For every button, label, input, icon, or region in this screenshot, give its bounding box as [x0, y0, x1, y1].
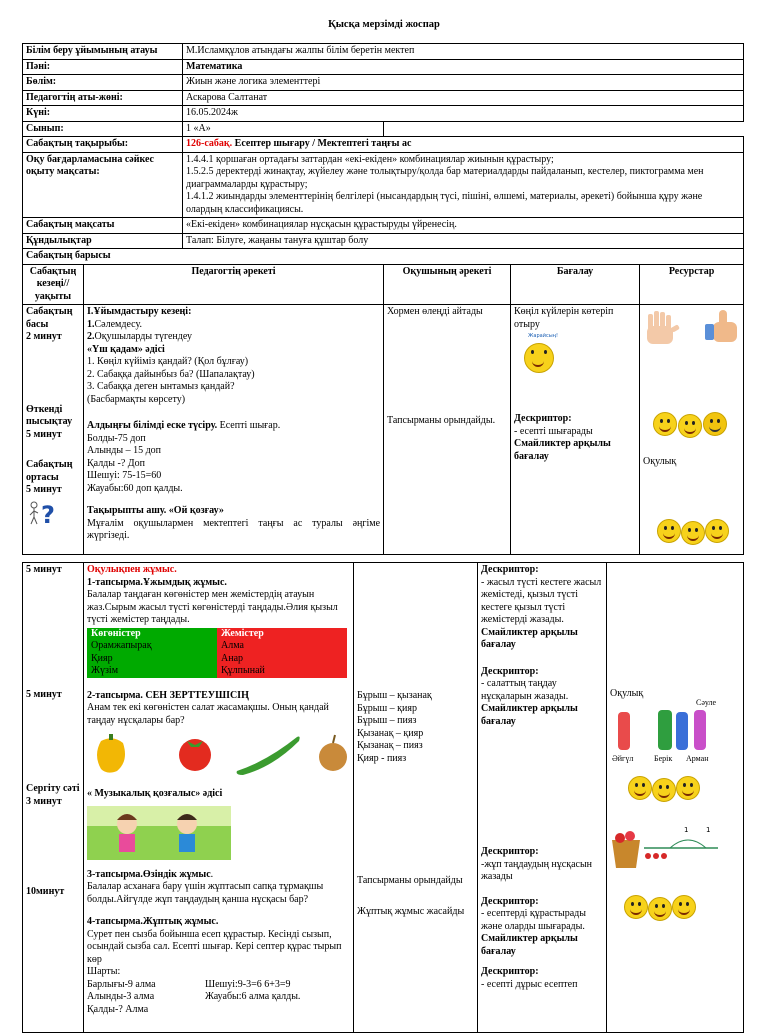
stage-label: Сабақтың ортасы [26, 459, 73, 483]
stage-row [23, 563, 744, 1033]
smiley-icon [648, 897, 672, 921]
info-label: Пәні: [23, 59, 183, 75]
combo-line: Қызанақ – пияз [357, 740, 423, 751]
task-title-dot: . [210, 868, 214, 880]
smiley-assessment: Смайликтер арқылы бағалау [481, 703, 578, 727]
thumbs-up-icon [703, 308, 744, 348]
stage-time: 5 минут [26, 688, 62, 700]
kid-name: Арман [686, 754, 709, 763]
descriptor-title: Дескриптор: [481, 564, 539, 575]
combo-line: Қияр - пияз [357, 752, 407, 764]
review-line: Болды-75 доп [87, 432, 146, 444]
info-label: Күні: [23, 106, 183, 122]
review-line: Жауабы:60 доп қалды. [87, 482, 183, 494]
info-value: 16.05.2024ж [183, 106, 744, 122]
table-header-fruits: Жемістер [217, 628, 347, 641]
aim-row [23, 218, 744, 234]
smiley-assessment: Смайликтер арқылы бағалау [481, 626, 578, 650]
info-row [23, 106, 744, 122]
table-row [87, 653, 347, 666]
combo-line: Қызанақ – қияр [357, 727, 424, 739]
descriptor-text: -жұп таңдаудың нұсқасын жазады [481, 858, 593, 882]
smiley-icon [672, 895, 696, 919]
topic-text: Есептер шығару / Мектептегі таңғы ас [232, 138, 412, 149]
info-value: 1 «А» [183, 121, 384, 137]
info-value: Математика [183, 59, 744, 75]
stage-time: 5 минут [26, 428, 62, 440]
table-row [87, 628, 347, 641]
table-cell: Анар [217, 653, 347, 666]
smiley-icon [653, 412, 677, 436]
kid-name: Әйгүл [612, 754, 634, 763]
stage-label: Сергіту сәті [26, 783, 80, 794]
smiley-icon [676, 776, 700, 800]
org-step: Сәлемдесу. [94, 318, 142, 330]
col-header-teacher: Педагогтің әрекеті [84, 264, 384, 305]
stage-row [23, 305, 744, 555]
question: 2. Сабаққа дайынбыз ба? (Шапалақтау) [87, 368, 255, 380]
info-label: Білім беру ұйымының атауы [23, 44, 183, 60]
condition-label: Шарты: [87, 966, 121, 977]
info-row [23, 75, 744, 91]
smiley-icon [678, 414, 702, 438]
task-text: Сурет пен сызба бойынша есеп құрастыр. Кесінді сызып, осындай сызба сал. Есепті шығар. Кері септер құрас тырып көр [87, 928, 342, 965]
combo-line: Бұрыш – қызанақ [357, 690, 432, 701]
col-header-student: Оқушының әрекеті [384, 264, 511, 305]
stage-label: Өткенді пысықтау [26, 403, 73, 427]
student-activity: Тапсырманы орындайды [357, 875, 463, 886]
method-title: «Үш қадам» әдісі [87, 343, 165, 355]
assessment-text: Көңіл күйлерін көтеріп отыру [514, 306, 614, 330]
stage-label: Сабақтың басы [26, 306, 73, 330]
table-header-vegetables: Көгөністер [87, 628, 217, 641]
aim-label: Сабақтың мақсаты [23, 218, 183, 234]
header-row [23, 264, 744, 305]
kid-figure [676, 712, 688, 750]
emoji-row [643, 408, 740, 442]
descriptor-title: Дескриптор: [481, 846, 539, 857]
col-header-stage: Сабақтың кезеңі// уақыты [23, 264, 84, 305]
org-step-number: 2. [87, 331, 95, 342]
kid-figure [658, 710, 672, 750]
stage-time: 3 минут [26, 795, 62, 807]
number-line-label: 1 [706, 826, 711, 834]
brainstorm-method: «Ой қозғау» [168, 505, 224, 516]
lesson-plan-table [22, 43, 744, 555]
smiley-icon [703, 412, 727, 436]
thinking-person-icon [26, 499, 56, 525]
descriptor-text: - есепті шығарады [514, 425, 593, 437]
table-cell: Жүзім [87, 665, 217, 678]
task-text: Анам тек екі көгөністен салат жасамақшы. Оның қандай таңдау нұсқалары бар? [87, 702, 329, 726]
info-row [23, 44, 744, 60]
info-value: М.Исламқұлов атындағы жалпы білім беретін мектеп [183, 44, 744, 60]
method-title: « Музыкалық қозғалыс» әдісі [87, 787, 223, 799]
kid-figure [694, 710, 706, 750]
descriptor-text: - есептерді құрастырады және оларды шығарады. [481, 908, 586, 932]
answer-line: Жауабы:6 алма қалды. [205, 991, 301, 1002]
descriptor-text: - салаттың таңдау нұсқаларын жазады. [481, 678, 569, 702]
table-cell: Құлпынай [217, 665, 347, 678]
goal-line: 1.5.2.5 деректерді жинақтау, жүйелеу және толықтыру/қолда бар материалдарды пайдаланып, кестелер, пиктограмма мен диаграммаларды құрастыру; [186, 166, 704, 190]
task-text: Балалар таңдаған көгөністер мен жемістердің атауын жаз.Сырым жасыл түсті көгөністерді таңдады.Әлия қызыл түсті жемістер таңдады. [87, 589, 338, 625]
question: 3. Сабаққа деген ынтамыз қандай? [87, 381, 235, 392]
info-value: Аскарова Салтанат [183, 90, 744, 106]
smiley-icon [705, 519, 729, 543]
goals-row [23, 152, 744, 218]
goals-label: Оқу бағдарламасына сәйкес оқыту мақсаты: [23, 152, 183, 218]
aim-value: «Екі-екіден» комбинациялар нұсқасын құрастыруды үйренесің. [183, 218, 744, 234]
combo-line: Бұрыш – қияр [357, 702, 417, 714]
solution-line: Шешуі:9-3=6 6+3=9 [205, 978, 291, 990]
table-cell: Қияр [87, 653, 217, 666]
student-activity: Тапсырманы орындайды. [387, 414, 496, 426]
descriptor-title: Дескриптор: [481, 895, 539, 907]
empty-cell [384, 121, 744, 137]
textbook-work: Оқулықпен жұмыс. [87, 564, 177, 575]
task-text: Балалар асханаға бару үшін жұптасып сапқа тұрмақшы болды.Айгүлде жұп таңдаудың қанша нұсқасы бар? [87, 881, 324, 905]
info-label: Бөлім: [23, 75, 183, 91]
review-title: Алдыңғы білімді еске түсіру. [87, 420, 218, 431]
smiley-icon [657, 519, 681, 543]
smiley-icon [681, 521, 705, 545]
open-hand-icon [643, 310, 683, 346]
smiley-assessment: Смайликтер арқылы бағалау [514, 438, 611, 462]
org-stage-title: I.Ұйымдастыру кезеңі: [87, 306, 192, 317]
info-row [23, 90, 744, 106]
condition-line: Алынды-3 алма [87, 991, 155, 1002]
info-row [23, 121, 744, 137]
condition-line: Қалды-? Алма [87, 1003, 149, 1015]
question: 1. Көңіл күйіміз қандай? (Қол бұлғау) [87, 356, 249, 367]
stage-time: 5 минут [26, 484, 62, 495]
progress-label: Сабақтың барысы [23, 249, 744, 265]
task-title: 4-тапсырма.Жұптық жұмыс. [87, 916, 219, 927]
info-label: Педагогтің аты-жөні: [23, 90, 183, 106]
topic-row [23, 137, 744, 153]
descriptor-title: Дескриптор: [514, 413, 572, 424]
info-value: Жиын және логика элементтері [183, 75, 744, 91]
resource-text: Оқулық [643, 456, 677, 467]
emoji-row [643, 515, 740, 549]
col-header-assessment: Бағалау [511, 264, 640, 305]
values-label: Құндылықтар [23, 233, 183, 249]
smiley-icon [624, 895, 648, 919]
progress-row [23, 249, 744, 265]
review-text: Есепті шығар. [217, 420, 281, 431]
goal-line: 1.4.1.2 жиындарды элементтерінің белгілері (нысандардың түсі, пішіні, өлшемі, материалы, әрекеті) бойынша құру және олардың классификациясы. [186, 191, 703, 215]
student-activity: Хормен өлеңді айтады [387, 306, 483, 317]
org-step: Оқушыларды түгендеу [94, 331, 193, 342]
stage-time: 5 минут [26, 564, 62, 575]
sticker-text: Жарайсың! [528, 333, 558, 339]
task-title: 2-тапсырма. СЕН ЗЕРТТЕУШІСІҢ [87, 689, 249, 701]
table-row [87, 640, 347, 653]
topic-label: Сабақтың тақырыбы: [23, 137, 183, 153]
emoji-row [610, 893, 740, 923]
resource-text: Оқулық [610, 688, 644, 699]
emoji-row [610, 774, 740, 804]
praise-sticker [514, 331, 574, 379]
vegetables-image [87, 731, 349, 777]
stage-time: 2 минут [26, 331, 62, 342]
goal-line: 1.4.4.1 қоршаған ортадағы заттардан «екі-екіден» комбинациялар жиынын құрастыру; [186, 153, 554, 165]
fruit-veg-table [87, 628, 347, 678]
document-title: Қысқа мерзімді жоспар [328, 19, 440, 30]
descriptor-title: Дескриптор: [481, 966, 539, 977]
review-line: Қалды -? Доп [87, 457, 145, 469]
info-row [23, 59, 744, 75]
apple-basket-number-line-image [610, 818, 720, 874]
info-label: Сынып: [23, 121, 183, 137]
smiley-icon [652, 778, 676, 802]
student-activity: Жұптық жұмыс жасайды [357, 905, 465, 917]
col-header-resources: Ресурстар [640, 264, 744, 305]
values-value: Талап: Білуге, жаңаны тануға құштар болу [183, 233, 744, 249]
kid-name: Сәуле [696, 698, 717, 707]
table-cell: Алма [217, 640, 347, 653]
org-step-number: 1. [87, 318, 95, 330]
lesson-plan-table-continued [22, 562, 744, 1033]
teacher-talk: Мұғалім оқушылармен мектептегі таңғы ас туралы әңгіме жүргізеді. [87, 517, 381, 541]
descriptor-text: - есепті дұрыс есептеп [481, 978, 578, 990]
stage-time: 10минут [26, 886, 65, 897]
table-cell: Орамжапырақ [87, 640, 217, 653]
descriptor-text: - жасыл түсті кестеге жасыл жемістеді, қызыл түсті кестеге қызыл түсті жемістерді жазады. [481, 576, 602, 625]
lesson-number: 126-сабақ. [186, 138, 233, 149]
kid-figure [618, 712, 630, 750]
open-topic: Тақырыпты ашу. [87, 505, 167, 516]
smiley-icon [628, 776, 652, 800]
svg-text:?: ? [41, 500, 55, 525]
review-line: Алынды – 15 доп [87, 445, 162, 456]
number-line-label: 1 [684, 826, 689, 834]
task-title: 1-тапсырма.Ұжымдық жұмыс. [87, 576, 227, 588]
descriptor-title: Дескриптор: [481, 665, 539, 677]
table-row [87, 665, 347, 678]
smiley-assessment: Смайликтер арқылы бағалау [481, 933, 578, 957]
task-title: 3-тапсырма.Өзіндік жұмыс [87, 868, 211, 880]
review-line: Шешуі: 75-15=60 [87, 470, 162, 481]
kid-name: Берік [654, 754, 673, 763]
values-row [23, 233, 744, 249]
dancing-kids-image [87, 806, 231, 860]
condition-line: Барлығы-9 алма [87, 978, 156, 990]
smiley-icon [524, 343, 554, 373]
question-note: (Басбармақты көрсету) [87, 393, 186, 405]
combo-line: Бұрыш – пияз [357, 715, 417, 726]
